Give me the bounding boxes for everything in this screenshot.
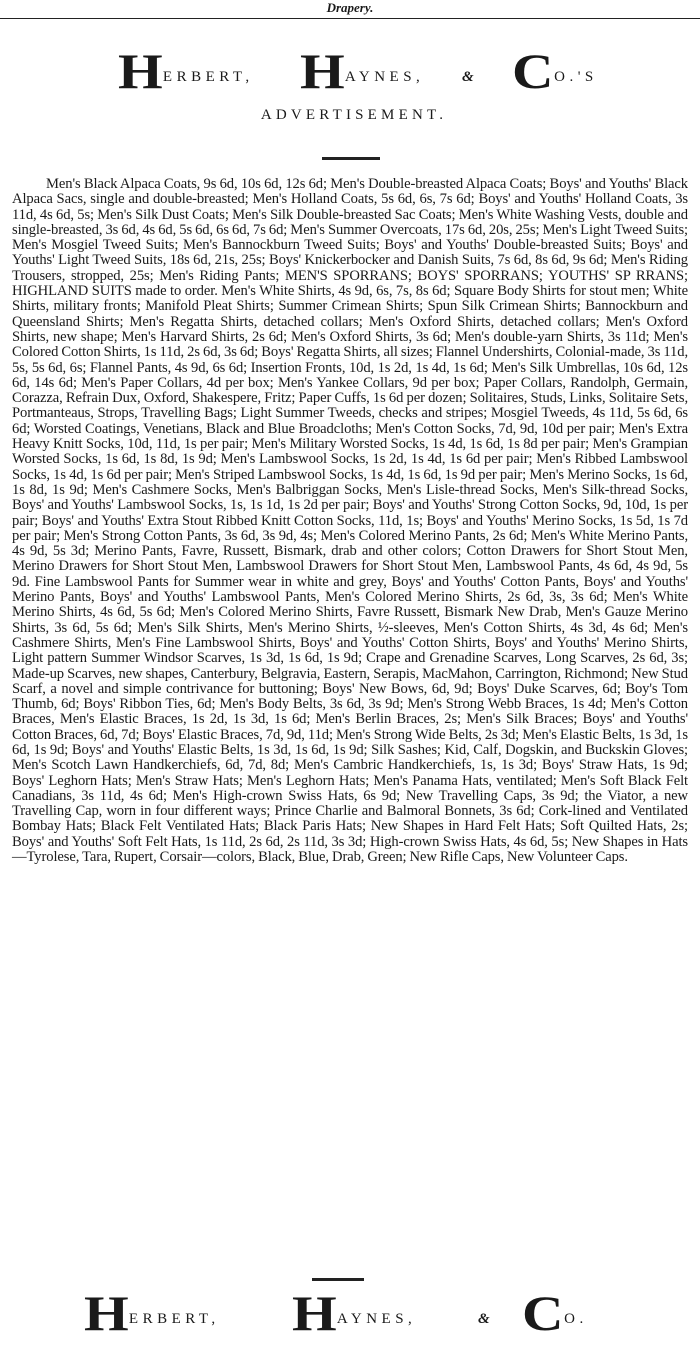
masthead-bottom-word-co — [522, 1285, 588, 1341]
masthead-bottom-initial-h1: H — [84, 1285, 129, 1341]
masthead-top-initial-h1: H — [118, 43, 163, 99]
advertisement-subtitle: ADVERTISEMENT. — [260, 107, 448, 123]
masthead-top-word-cos — [512, 43, 598, 99]
masthead-top-rest-cos: O.'S — [554, 69, 598, 85]
masthead-top-word-herbert — [118, 43, 254, 99]
masthead-bottom — [0, 1285, 700, 1341]
masthead-bottom-rest-haynes: AYNES, — [336, 1311, 417, 1327]
advertisement-body: Men's Black Alpaca Coats, 9s 6d, 10s 6d, 12s 6d; Men's Double-breasted Alpaca Coats; Boys' and Youths' Black Alpaca Sacs, single and double-breasted; Men's Holland Coats, 5s 6d, 6s, 7s 6d; Boys' and Youths' Holland Coats, 3s 11d, 4s 6d, 5s; Men's Silk Dust Coats; Men's Silk Double-breasted Sac Coats; Men's White Washing Vests, double and single-breasted, 3s 6d, 4s 6d, 5s 6d, 6s 6d, 7s 6d; Men's Summer Overcoats, 17s 6d, 20s, 25s; Men's Light Tweed Suits; Men's Mosgiel Tweed Suits; Men's Bannockburn Tweed Suits; Boys' and Youths' Double-breasted Suits; Boys' and Youths' Light Tweed Suits, 18s 6d, 21s, 25s; Boys' Knickerbocker and Danish Suits, 7s 6d, 8s 6d, 9s 6d; Men's Riding Trousers, stropped, 25s; Men's Riding Pants; MEN'S SPORRANS; BOYS' SPORRANS; YOUTHS' SP RRANS; HIGHLAND SUITS made to order. Men's White Shirts, 4s 9d, 6s, 7s, 8s 6d; Square Body Shirts for stout men; White Shirts, military fronts; Manifold Pleat Shirts; Summer Crimean Shirts; Spun Silk Crimean Shirts; Bannockburn and Queensland Shirts; Men's Regatta Shirts, detached collars; Men's Oxford Shirts, detached collars; Men's Oxford Shirts, new shape; Men's Harvard Shirts, 2s 6d; Men's Oxford Shirts, 3s 6d; Men's double-yarn Shirts, 3s 11d; Men's Colored Cotton Shirts, 1s 11d, 2s 6d, 3s 6d; Boys' Regatta Shirts, all sizes; Flannel Undershirts, Colonial-made, 3s 11d, 5s, 5s 6d, 6s; Flannel Pants, 4s 9d, 6s 6d; Insertion Fronts, 10d, 1s 2d, 1s 4d, 1s 6d; Men's Silk Umbrellas, 10s 6d, 12s 6d, 14s 6d; Men's Paper Collars, 4d per box; Men's Yankee Collars, 9d per box; Paper Collars, Randolph, Germain, Corazza, Refrain Dux, Oxford, Shakespere, Fritz; Paper Cuffs, 1s 6d per dozen; Solitaires, Studs, Links, Solitaire Sets, Portmanteaus, Strops, Travelling Bags; Light Summer Tweeds, checks and stripes; Mosgiel Tweeds, 4s 11d, 5s 6d, 6s 6d; Worsted Coatings, Venetians, Black and Blue Broadcloths; Men's Cotton Socks, 7d, 9d, 10d per pair; Men's Extra Heavy Knitt Socks, 10d, 11d, 1s per pair; Men's Military Worsted Socks, 1s 4d, 1s 6d, 1s 8d per pair; Men's Grampian Worsted Socks, 1s 6d, 1s 8d, 1s 9d; Men's Lambswool Socks, 1s 2d, 1s 4d, 1s 6d per pair; Men's Ribbed Lambswool Socks, 1s 4d, 1s 6d per pair; Men's Striped Lambswool Socks, 1s 4d, 1s 6d, 1s 9d per pair; Men's Merino Socks, 1s 6d, 1s 8d, 1s 9d; Men's Cashmere Socks, Men's Balbriggan Socks, Men's Lisle-thread Socks, Men's Silk-thread Socks, Boys' and Youths' Lambswool Socks, 1s, 1s 1d, 1s 2d per pair; Boys' and Youths' Strong Cotton Socks, 9d, 10d, 1s per pair; Boys' and Youths' Extra Stout Ribbed Knitt Cotton Socks, 11d, 1s; Boys' and Youths' Merino Socks, 1s 5d, 1s 7d per pair; Men's Strong Cotton Pants, 3s 6d, 3s 9d, 4s; Men's Colored Merino Pants, 2s 6d; Men's White Merino Pants, 4s 9d, 5s 3d; Merino Pants, Favre, Russett, Bismark, drab and other colors; Cotton Drawers for Short Stout Men, Merino Drawers for Short Stout Men, Lambswool Drawers for Short Stout Men, Lambswool Pants, 4s 6d, 4s 9d, 5s 9d. Fine Lambswool Pants for Summer wear in white and grey, Boys' and Youths' Cotton Pants, Boys' and Youths' Merino Pants, Boys' and Youths' Lambswool Pants, Men's Colored Merino Shirts, 2s 6d, 3s, 3s 6d; Men's White Merino Shirts, 4s 6d, 5s 6d; Men's Colored Merino Shirts, Favre Russett, Bismark New Drab, Men's Gauze Merino Shirts, 3s 6d, 5s 6d; Men's Silk Shirts, Men's Merino Shirts, ½-sleeves, Men's Cotton Shirts, 4s 3d, 4s 6d; Men's Cashmere Shirts, Men's Fine Lambswool Shirts, Boys' and Youths' Cotton Shirts, Boys' and Youths' Merino Shirts, Light pattern Summer Windsor Scarves, 1s 3d, 1s 6d, 1s 9d; Crape and Grenadine Scarves, Long Scarves, 2s 6d, 3s; Made-up Scarves, new shapes, Canterbury, Belgravia, Eastern, Serapis, MacMahon, Carrington, Richmond; New Stud Scarf, a novel and simple contrivance for buttoning; Boys' New Bows, 6d, 9d; Boys' Duke Scarves, 6d; Boy's Tom Thumb, 6d; Boys' Ribbon Ties, 6d; Men's Body Belts, 3s 6d, 3s 9d; Men's Strong Webb Braces, 1s 4d; Men's Cotton Braces, Men's Elastic Braces, 1s 2d, 1s 3d, 1s 6d; Men's Berlin Braces, 2s; Men's Silk Braces; Boys' and Youths' Cotton Braces, 6d, 7d; Boys' Elastic Braces, 7d, 9d, 11d; Men's Strong Wide Belts, 2s 3d; Men's Elastic Belts, 1s 3d, 1s 6d, 1s 9d; Boys' and Youths' Elastic Belts, 1s 3d, 1s 6d, 1s 9d; Silk Sashes; Kid, Calf, Dogskin, and Buckskin Gloves; Men's Scotch Lawn Handkerchiefs, 6d, 7d, 8d; Men's Cambric Handkerchiefs, 1s, 1s 3d; Boys' Straw Hats, 1s 9d; Boys' Leghorn Hats; Men's Straw Hats; Men's Leghorn Hats; Men's Panama Hats, ventilated; Men's Soft Black Felt Canadians, 3s 11d, 4s 6d; Men's High-crown Swiss Hats, 6s 9d; New Travelling Caps, 3s 9d; the Viator, a new Travelling Cap, worn in four different ways; Prince Charlie and Balmoral Bonnets, 3s 6d; Cork-lined and Ventilated Bombay Hats; Black Felt Ventilated Hats; Black Paris Hats; New Shapes in Hard Felt Hats; Soft Quilted Hats, 2s; Boys' and Youths' Soft Felt Hats, 1s 11d, 2s 6d, 2s 11d, 3s 3d; High-crown Swiss Hats, 4s 6d, 5s; New Shapes in Hats—Tyrolese, Tara, Rupert, Corsair—colors, Black, Blue, Drab, Green; New Rifle Caps, New Volunteer Caps. — [12, 176, 688, 866]
header-rule — [0, 18, 700, 19]
masthead-bottom-rest-co: O. — [564, 1311, 588, 1327]
masthead-top-rest-haynes: AYNES, — [344, 69, 425, 85]
divider-rule-top — [322, 157, 380, 160]
masthead-bottom-word-herbert — [84, 1285, 220, 1341]
masthead-bottom-initial-h2: H — [292, 1285, 337, 1341]
masthead-bottom-ampersand: & — [478, 1311, 490, 1327]
masthead-top — [0, 43, 700, 99]
masthead-bottom-word-haynes — [292, 1285, 417, 1341]
masthead-top-rest-herbert: ERBERT, — [162, 69, 254, 85]
masthead-bottom-rest-herbert: ERBERT, — [128, 1311, 220, 1327]
masthead-top-ampersand: & — [462, 69, 474, 85]
section-header: Drapery. — [326, 0, 374, 15]
masthead-bottom-initial-c: C — [522, 1285, 564, 1341]
masthead-top-word-haynes — [300, 43, 425, 99]
masthead-top-initial-h2: H — [300, 43, 345, 99]
masthead-top-initial-c: C — [512, 43, 554, 99]
divider-rule-bottom — [312, 1278, 364, 1281]
